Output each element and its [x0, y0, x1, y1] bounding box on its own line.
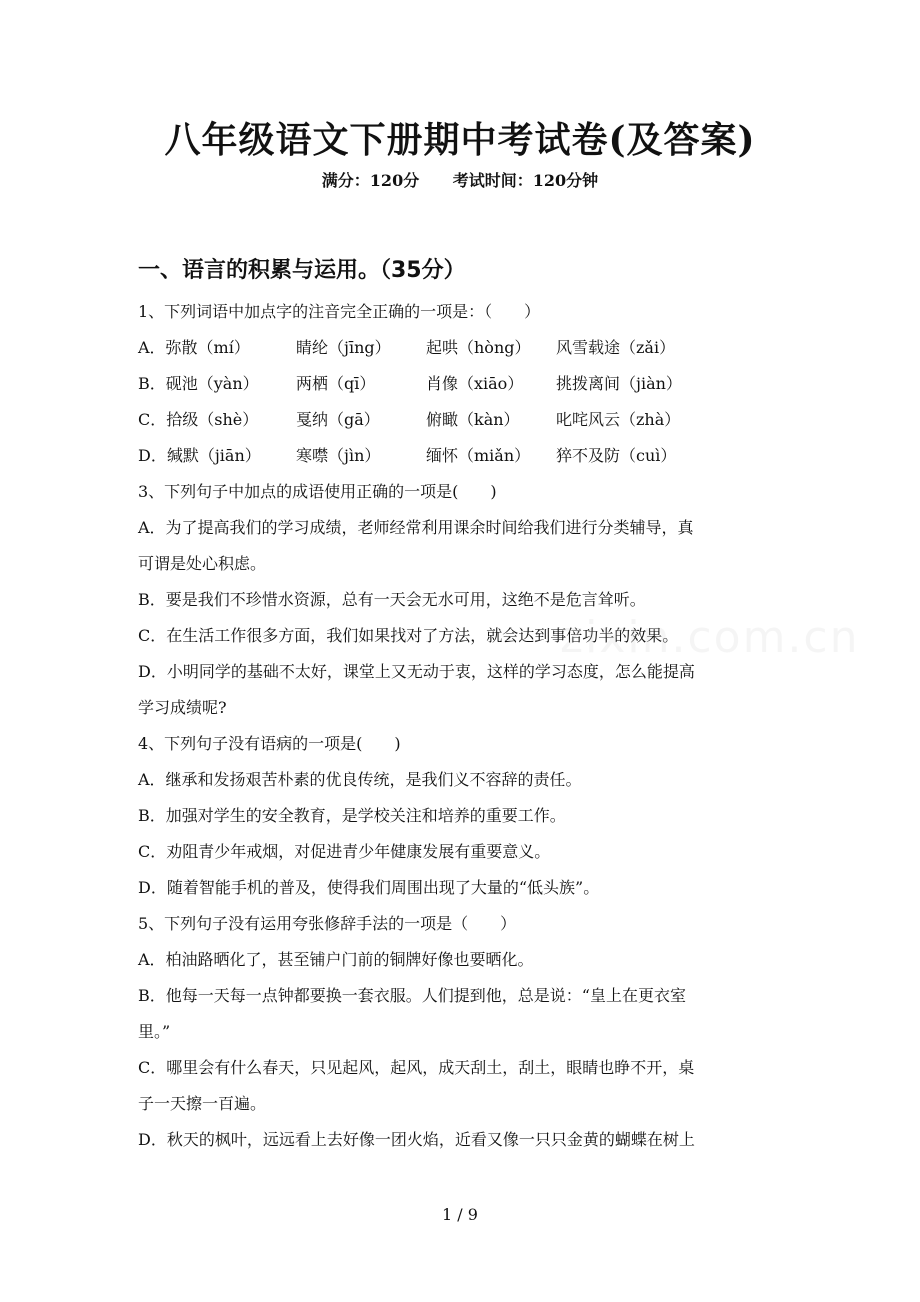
- q1-c-item-1: C．拾级（shè）: [138, 410, 259, 429]
- question-5-stem: 5、下列句子没有运用夸张修辞手法的一项是（ ）: [138, 914, 517, 933]
- q4-option-d: D．随着智能手机的普及，使得我们周围出现了大量的“低头族”。: [138, 878, 600, 897]
- question-3-stem: 3、下列句子中加点的成语使用正确的一项是( ): [138, 482, 497, 501]
- q3-option-a-cont: 可谓是处心积虑。: [138, 554, 267, 573]
- q5-option-c: C．哪里会有什么春天，只见起风，起风，成天刮土，刮土，眼睛也睁不开，桌: [138, 1058, 695, 1077]
- exam-time: 考试时间：120分钟: [452, 171, 599, 190]
- q1-d-item-2: 寒噤（jìn）: [296, 446, 381, 465]
- q3-option-b: B．要是我们不珍惜水资源，总有一天会无水可用，这绝不是危言耸听。: [138, 590, 646, 609]
- q1-b-item-2: 两栖（qī）: [296, 374, 376, 393]
- q4-option-a: A．继承和发扬艰苦朴素的优良传统，是我们义不容辞的责任。: [138, 770, 582, 789]
- q1-a-item-2: 睛纶（jīng）: [296, 338, 391, 357]
- q1-d-item-1: D．缄默（jiān）: [138, 446, 261, 465]
- page-title: 八年级语文下册期中考试卷(及答案): [164, 119, 756, 161]
- full-score: 满分：120分: [321, 171, 420, 190]
- page-number: 1 / 9: [442, 1205, 478, 1224]
- q1-d-item-4: 猝不及防（cuì）: [556, 446, 677, 465]
- q1-a-item-3: 起哄（hòng）: [426, 338, 531, 357]
- q5-option-c-cont: 子一天擦一百遍。: [138, 1094, 267, 1113]
- q5-option-b-cont: 里。”: [138, 1022, 171, 1041]
- q3-option-d-cont: 学习成绩呢?: [138, 698, 227, 717]
- q3-option-d: D．小明同学的基础不太好，课堂上又无动于衷，这样的学习态度，怎么能提高: [138, 662, 695, 681]
- q5-option-d: D．秋天的枫叶，远远看上去好像一团火焰，近看又像一只只金黄的蝴蝶在树上: [138, 1130, 695, 1149]
- question-4-stem: 4、下列句子没有语病的一项是( ): [138, 734, 401, 753]
- q4-option-b: B．加强对学生的安全教育，是学校关注和培养的重要工作。: [138, 806, 566, 825]
- q5-option-a: A．柏油路晒化了，甚至铺户门前的铜牌好像也要晒化。: [138, 950, 534, 969]
- q1-b-item-1: B．砚池（yàn）: [138, 374, 259, 393]
- q1-d-item-3: 缅怀（miǎn）: [426, 446, 531, 465]
- q1-c-item-4: 叱咤风云（zhà）: [556, 410, 681, 429]
- q5-option-b: B．他每一天每一点钟都要换一套衣服。人们提到他，总是说：“皇上在更衣室: [138, 986, 686, 1005]
- q3-option-a: A．为了提高我们的学习成绩，老师经常利用课余时间给我们进行分类辅导，真: [138, 518, 694, 537]
- q3-option-c: C．在生活工作很多方面，我们如果找对了方法，就会达到事倍功半的效果。: [138, 626, 679, 645]
- q1-c-item-2: 戛纳（gā）: [296, 410, 380, 429]
- q1-a-item-1: A．弥散（mí）: [138, 338, 250, 357]
- q1-c-item-3: 俯瞰（kàn）: [426, 410, 520, 429]
- exam-meta: [0, 168, 920, 191]
- q1-a-item-4: 风雪载途（zǎi）: [556, 338, 676, 357]
- section-title: 一、语言的积累与运用。（35分）: [138, 258, 466, 283]
- q4-option-c: C．劝阻青少年戒烟，对促进青少年健康发展有重要意义。: [138, 842, 551, 861]
- question-1-stem: 1、下列词语中加点字的注音完全正确的一项是：（ ）: [138, 302, 541, 321]
- q1-b-item-4: 挑拨离间（jiàn）: [556, 374, 682, 393]
- watermark: zixin.com.cn: [560, 612, 860, 663]
- q1-b-item-3: 肖像（xiāo）: [426, 374, 524, 393]
